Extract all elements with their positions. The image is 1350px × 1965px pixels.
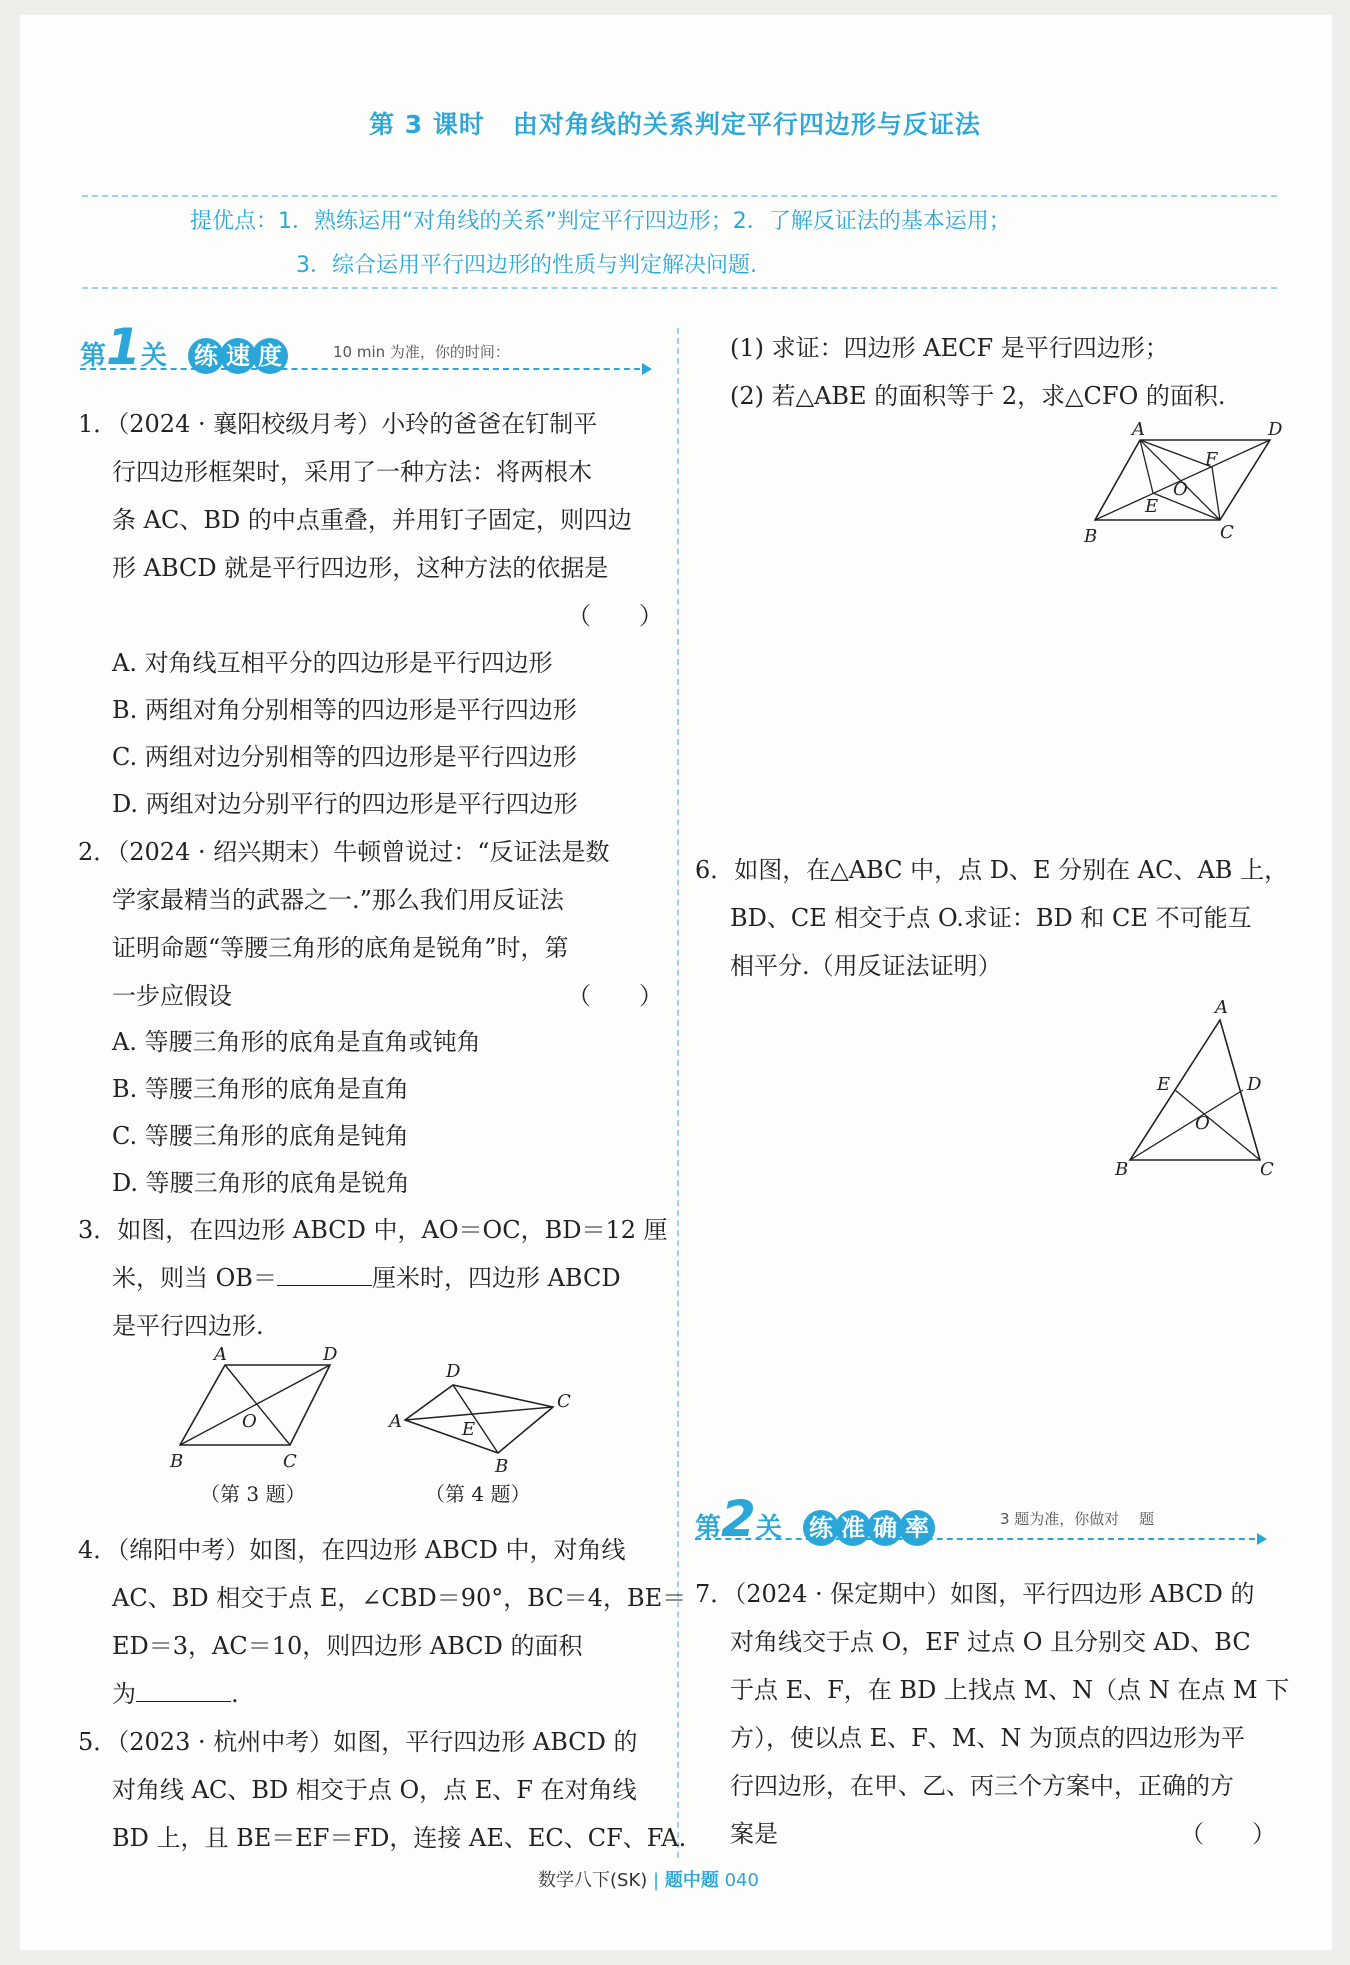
q7-line: 对角线交于点 O，EF 过点 O 且分别交 AD、BC [730, 1628, 1251, 1656]
q6-line: 6．如图，在△ABC 中，点 D、E 分别在 AC、AB 上， [695, 856, 1289, 884]
q1-option-d[interactable]: D. 两组对边分别平行的四边形是平行四边形 [112, 790, 578, 818]
q7-answer-paren[interactable]: （ ） [1180, 1820, 1276, 1848]
q1-line: 1．（2024 · 襄阳校级月考）小玲的爸爸在钉制平 [78, 410, 598, 438]
label-o: O [1195, 1113, 1210, 1134]
q7-line: 行四边形，在甲、乙、丙三个方案中，正确的方 [730, 1772, 1234, 1800]
q4-line: 为 . [112, 1680, 239, 1708]
q1-line: 形 ABCD 就是平行四边形，这种方法的依据是 [112, 554, 609, 582]
label-o: O [1173, 479, 1188, 500]
section2-arrow [695, 1538, 1265, 1540]
column-separator [677, 328, 679, 1858]
footer: 数学八下(SK) | 题中题 040 [538, 1870, 759, 1891]
q3-line: 是平行四边形. [112, 1312, 264, 1340]
q7-line: 方），使以点 E、F、M、N 为顶点的四边形为平 [730, 1724, 1246, 1752]
tigao-line1: 提优点：1．熟练运用“对角线的关系”判定平行四边形；2．了解反证法的基本运用； [190, 209, 1011, 234]
section1-arrow [80, 368, 650, 370]
q4-line: ED＝3，AC＝10，则四边形 ABCD 的面积 [112, 1632, 583, 1660]
tigao-line2: 3．综合运用平行四边形的性质与判定解决问题. [296, 253, 757, 278]
section2-hint: 3 题为准，你做对 题 [1000, 1510, 1155, 1528]
section1-header: 第1关 练 速 度 [80, 318, 284, 376]
divider-bottom [82, 287, 1277, 289]
page-title: 第 3 课时 由对角线的关系判定平行四边形与反证法 [369, 110, 981, 139]
label-a: A [1215, 997, 1228, 1018]
q5-line: 5．（2023 · 杭州中考）如图，平行四边形 ABCD 的 [78, 1728, 638, 1756]
q4-line: AC、BD 相交于点 E，∠CBD＝90°，BC＝4，BE＝ [112, 1584, 687, 1612]
label-d: D [323, 1345, 338, 1365]
q1-answer-paren[interactable]: （ ） [567, 602, 663, 630]
section2-header: 第2关 练 准 确 率 [695, 1490, 931, 1548]
q1-option-a[interactable]: A. 对角线互相平分的四边形是平行四边形 [112, 649, 553, 677]
figure-q5 [1080, 420, 1300, 550]
label-f: F [1205, 449, 1218, 470]
label-e: E [1157, 1074, 1171, 1095]
q5-line: BD 上，且 BE＝EF＝FD，连接 AE、EC、CF、FA. [112, 1824, 687, 1852]
q3-line: 米，则当 OB＝ 厘米时，四边形 ABCD [112, 1264, 621, 1292]
q7-line: 7．（2024 · 保定期中）如图，平行四边形 ABCD 的 [695, 1580, 1255, 1608]
q1-line: 条 AC、BD 的中点重叠，并用钉子固定，则四边 [112, 506, 632, 534]
q7-line: 案是 [730, 1820, 778, 1848]
label-a: A [1132, 420, 1145, 440]
q5-line: 对角线 AC、BD 相交于点 O，点 E、F 在对角线 [112, 1776, 637, 1804]
q4-line: 4．（绵阳中考）如图，在四边形 ABCD 中，对角线 [78, 1536, 626, 1564]
label-a: A [214, 1345, 227, 1365]
label-e: E [1145, 496, 1159, 517]
label-d: D [1247, 1074, 1262, 1095]
q3-line: 3．如图，在四边形 ABCD 中，AO＝OC，BD＝12 厘 [78, 1216, 668, 1244]
q2-line: 学家最精当的武器之一.”那么我们用反证法 [112, 886, 564, 914]
label-b: B [1084, 526, 1098, 547]
label-d: D [1268, 420, 1283, 440]
q7-line: 于点 E、F，在 BD 上找点 M、N（点 N 在点 M 下 [730, 1676, 1290, 1704]
q1-option-b[interactable]: B. 两组对角分别相等的四边形是平行四边形 [112, 696, 577, 724]
figure-q4-caption: （第 4 题） [425, 1482, 531, 1506]
q2-line: 证明命题“等腰三角形的底角是锐角”时，第 [112, 934, 569, 962]
q2-answer-paren[interactable]: （ ） [567, 982, 663, 1010]
label-e: E [462, 1419, 476, 1440]
q6-line: BD、CE 相交于点 O.求证：BD 和 CE 不可能互 [730, 904, 1252, 932]
label-o: O [242, 1411, 257, 1432]
label-b: B [1115, 1159, 1129, 1180]
q4-blank[interactable] [136, 1679, 231, 1702]
section1-hint: 10 min 为准，你的时间： [333, 343, 510, 361]
figure-q3-caption: （第 3 题） [200, 1482, 306, 1506]
q2-line: 一步应假设 [112, 982, 232, 1010]
label-b: B [495, 1456, 509, 1475]
q2-option-d[interactable]: D. 等腰三角形的底角是锐角 [112, 1169, 410, 1197]
q3-blank[interactable] [277, 1263, 372, 1286]
q1-line: 行四边形框架时，采用了一种方法：将两根木 [112, 458, 592, 486]
divider-top [82, 195, 1277, 197]
label-c: C [1260, 1159, 1274, 1180]
label-c: C [557, 1391, 571, 1412]
q2-option-b[interactable]: B. 等腰三角形的底角是直角 [112, 1075, 409, 1103]
figure-q3 [160, 1345, 360, 1475]
q2-option-c[interactable]: C. 等腰三角形的底角是钝角 [112, 1122, 409, 1150]
q5-part2: (2) 若△ABE 的面积等于 2，求△CFO 的面积. [730, 382, 1226, 410]
label-a: A [389, 1411, 402, 1432]
label-c: C [283, 1451, 297, 1472]
q6-line: 相平分.（用反证法证明） [730, 952, 1002, 980]
label-d: D [446, 1361, 461, 1382]
q5-part1: (1) 求证：四边形 AECF 是平行四边形； [730, 334, 1169, 362]
figure-q6 [1105, 995, 1295, 1185]
q2-option-a[interactable]: A. 等腰三角形的底角是直角或钝角 [112, 1028, 481, 1056]
q2-line: 2．（2024 · 绍兴期末）牛顿曾说过：“反证法是数 [78, 838, 610, 866]
figure-q4 [385, 1355, 585, 1475]
q1-option-c[interactable]: C. 两组对边分别相等的四边形是平行四边形 [112, 743, 577, 771]
label-c: C [1220, 522, 1234, 543]
label-b: B [170, 1451, 184, 1472]
